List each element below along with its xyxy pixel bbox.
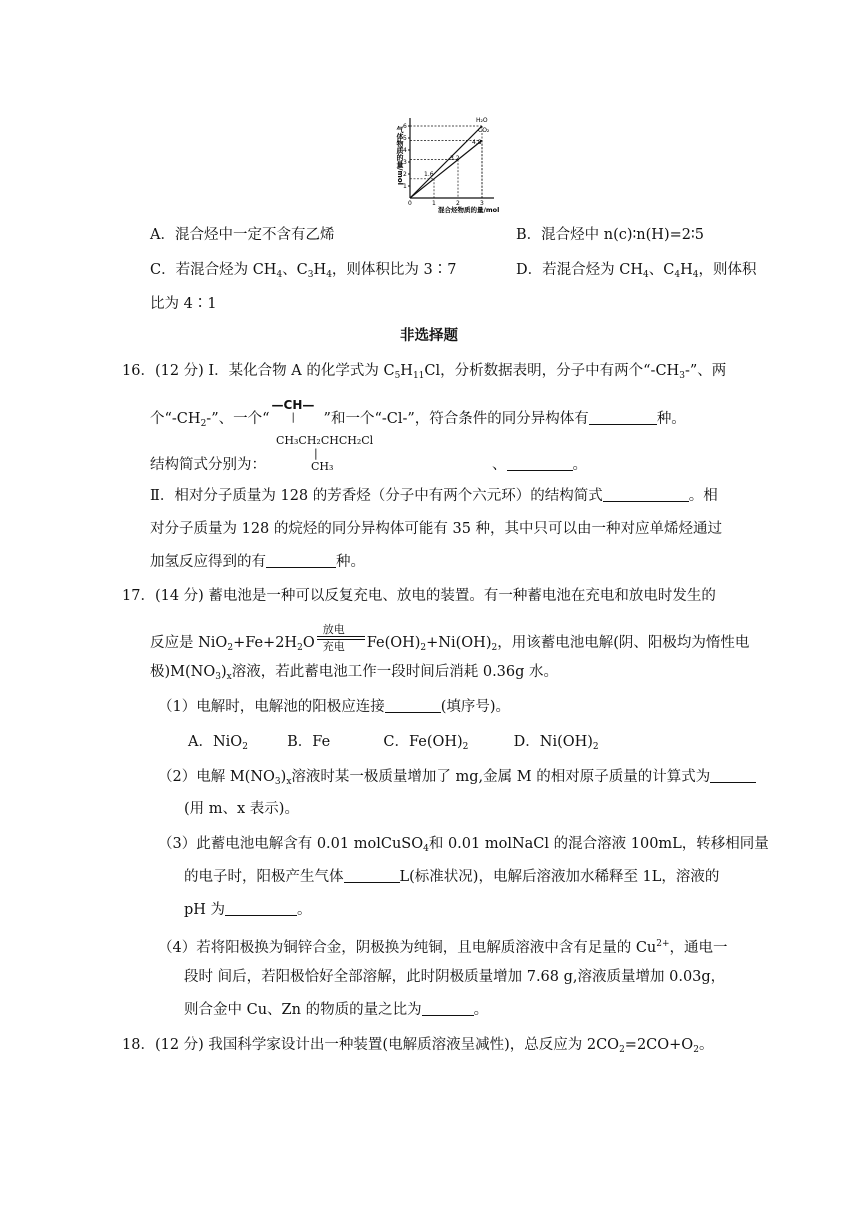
q17-part2-cont: (用 m、x 表示)。	[184, 801, 299, 817]
q16-line1: 16．(12 分) Ⅰ．某化合物 A 的化学式为 $C_5H_{11}Cl$，分析数据表明，分子中有两个“$-CH_3-$”、两	[122, 363, 727, 381]
q17-part4: （4）若将阳极换为铜锌合金，阴极换为纯铜，且电解质溶液中含有足量的 $Cu^{2+}$，通电一	[158, 939, 728, 956]
option-c: C．若混合烃为 $CH_4$、$C_3H_4$，则体积比为 3∶7	[150, 262, 457, 280]
reversible-arrow: 放电 充电	[315, 629, 367, 649]
svg-text:气体物质的量/mol: 气体物质的量/mol	[396, 126, 404, 186]
y-tick-label-1: 1	[403, 183, 407, 190]
q16-line3: 结构简式分别为： 、 。	[150, 457, 587, 473]
section-title: 非选择题	[400, 328, 458, 344]
series-line-0	[410, 126, 482, 198]
option-d-continued: 比为 4∶1	[150, 296, 217, 312]
y-tick-label-2: 2	[403, 171, 407, 178]
gas-amount-graph	[398, 112, 498, 216]
answer-blank-aromatic[interactable]	[603, 487, 689, 502]
answer-blank-gas-volume[interactable]	[344, 868, 400, 883]
x-tick-label-0: 0	[408, 200, 412, 207]
series-line-1	[410, 140, 482, 198]
q17-part4-line3: 则合金中 Cu、Zn 的物质的量之比为 。	[184, 1002, 489, 1018]
choice-a: A．NiO$_2$	[188, 734, 248, 752]
q17-part3-line2: 的电子时，阳极产生气体 L(标准状况)，电解后溶液加水稀释至 1L，溶液的	[184, 869, 720, 885]
q16-line4: Ⅱ．相对分子质量为 128 的芳香烃（分子中有两个六元环）的结构简式 。相	[150, 488, 718, 504]
q17-part1-options	[188, 732, 599, 757]
q17-part1: （1）电解时，电解池的阳极应连接 (填序号)。	[158, 699, 511, 715]
co2-label: CO₂	[478, 127, 490, 134]
answer-blank-anode[interactable]	[385, 698, 441, 713]
q17-part2: （2）电解 $M(NO_3)_x$溶液时某一极质量增加了 mg,金属 M 的相对原子质量的计算式为	[158, 767, 756, 792]
h2o-label: H₂O	[476, 117, 488, 124]
q17-part3-line3: pH 为 。	[184, 902, 312, 918]
option-b: B．混合烃中 n(c)∶n(H)=2∶5	[516, 227, 704, 243]
structure-formula: CH₃CH₂CHCH₂Cl | CH₃	[276, 434, 374, 473]
y-tick-label-6: 6	[403, 123, 407, 130]
x-tick-label-3: 3	[480, 200, 484, 207]
answer-blank-alkane[interactable]	[266, 553, 336, 568]
option-d: D．若混合烃为 $CH_4$、$C_4H_4$，则体积	[516, 262, 757, 280]
y-tick-label-4: 4	[403, 147, 407, 154]
q17-part4-line2: 段时 间后，若阳极恰好全部溶解，此时阴极质量增加 7.68 g,溶液质量增加 0.03g，	[184, 969, 726, 985]
q17-line1: 17．(14 分) 蓄电池是一种可以反复充电、放电的装置。有一种蓄电池在充电和放电时发生的	[122, 588, 716, 604]
q17-line3: 极)$M(NO_3)_x$溶液，若此蓄电池工作一段时间后消耗 0.36g 水。	[150, 664, 559, 682]
option-a: A．混合烃中一定不含有乙烯	[150, 227, 335, 243]
methine-bond: |	[291, 412, 295, 423]
answer-blank-ratio[interactable]	[422, 1001, 474, 1016]
q16-line2: 个“$-CH_2-$”、一个“ —CH— | ”和一个“-Cl-”，符合条件的同分异构体有 种。	[150, 409, 686, 434]
q16-line6: 加氢反应得到的有 种。	[150, 554, 365, 570]
y-tick-label-3: 3	[403, 159, 407, 166]
x-axis-label: 混合烃物质的量/mol	[438, 206, 500, 214]
choice-b: B．Fe	[287, 734, 331, 750]
point-label-4.8: 4.8	[472, 139, 482, 146]
x-tick-label-2: 2	[456, 200, 460, 207]
choice-d: D．$Ni(OH)_2$	[513, 734, 599, 752]
point-label-3.2: 3.2	[450, 155, 460, 162]
answer-blank-ph[interactable]	[225, 901, 297, 916]
choice-c: C．$Fe(OH)_2$	[383, 734, 469, 752]
answer-blank-count[interactable]	[589, 410, 657, 425]
q18-line1: 18．(12 分) 我国科学家设计出一种装置(电解质溶液呈减性)，总反应为 $2CO_2=2CO+O_2$。	[122, 1037, 714, 1055]
answer-blank-structure[interactable]	[507, 456, 573, 471]
q17-line2: 反应是 $NiO_2+Fe+2H_2O$ 放电 充电 $Fe(OH)_2+Ni(OH)_2$，用该蓄电池电解(阴、阳极均为惰性电	[150, 623, 750, 653]
x-tick-label-1: 1	[432, 200, 436, 207]
point-label-1.6: 1.6	[424, 171, 434, 178]
y-tick-label-5: 5	[403, 135, 407, 142]
q17-part3: （3）此蓄电池电解含有 0.01 molCuSO$_4$和 0.01 molNaCl 的混合溶液 100mL，转移相同量	[158, 836, 769, 854]
q16-line5: 对分子质量为 128 的烷烃的同分异构体可能有 35 种，其中只可以由一种对应单烯烃通过	[150, 521, 723, 537]
methine-group: —CH—	[271, 398, 315, 412]
answer-blank-atomic-mass[interactable]	[710, 768, 756, 783]
